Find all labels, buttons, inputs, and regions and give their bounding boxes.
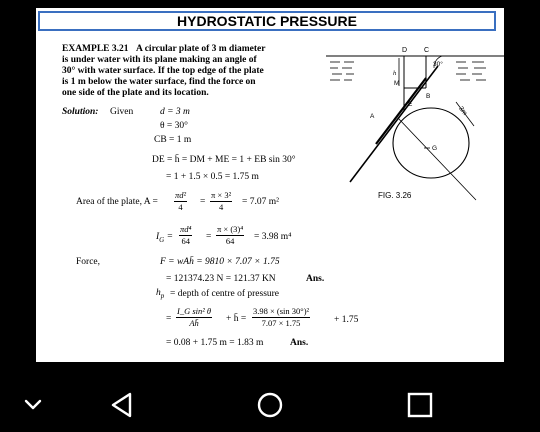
hp-definition: = depth of centre of pressure: [170, 289, 280, 299]
ig-frac2-den: 64: [225, 236, 235, 246]
solution-label: Solution:: [62, 107, 99, 117]
label-C: C: [424, 47, 430, 54]
label-B: B: [426, 93, 431, 100]
given-label: Given: [110, 107, 134, 117]
ig-fraction-1: [179, 224, 192, 247]
ig-frac2-num: π × (3)⁴: [217, 224, 244, 234]
water-hatch-right: [456, 62, 486, 80]
example-line-4: is 1 m below the water surface, find the force on: [62, 77, 256, 87]
figure-caption: FIG. 3.26: [378, 191, 412, 200]
example-line-2: is under water with its plane making an angle of: [62, 55, 257, 65]
example-line-5: one side of the plate and its location.: [62, 88, 209, 98]
ig-result: = 3.98 m⁴: [254, 232, 292, 242]
hp-frac2-den: 7.07 × 1.75: [261, 318, 301, 328]
label-M: M: [394, 80, 400, 87]
area-label: Area of the plate, A =: [76, 197, 158, 207]
document-page: [36, 8, 504, 362]
example-line-3: 30° with water surface. If the top edge of the plate: [62, 66, 264, 76]
hp-fraction-1: [176, 306, 212, 329]
force-result: = 121374.23 N = 121.37 KN: [166, 274, 276, 284]
example-label: EXAMPLE 3.21: [62, 44, 129, 54]
equals-sign: =: [200, 197, 206, 207]
area-frac1-den: 4: [178, 202, 183, 212]
page-title: HYDROSTATIC PRESSURE: [38, 11, 496, 31]
equals-sign: =: [166, 314, 172, 324]
label-G: G: [432, 145, 438, 152]
recents-icon[interactable]: [403, 388, 437, 422]
water-hatch-left: [330, 62, 354, 80]
ig-label: $I_G$ =: [156, 232, 174, 244]
example-line-1: A circular plate of 3 m diameter: [136, 44, 266, 54]
hp-frac1-num: I_G sin² θ: [177, 306, 212, 316]
equals-sign: =: [206, 232, 212, 242]
navigation-bar: [0, 378, 540, 432]
hp-plus-2: + 1.75: [334, 315, 359, 325]
label-E: E: [408, 101, 413, 108]
de-equation: DE = h̄ = DM + ME = 1 + EB sin 30°: [152, 155, 296, 165]
label-D: D: [402, 47, 408, 54]
area-result: = 7.07 m²: [242, 197, 279, 207]
hp-result: = 0.08 + 1.75 m = 1.83 m: [166, 338, 264, 348]
area-fraction-1: [174, 190, 187, 213]
label-h: h: [393, 70, 397, 77]
force-label: Force,: [76, 257, 101, 267]
area-frac2-num: π × 3²: [211, 190, 232, 200]
plate-diagram: [326, 44, 504, 204]
back-icon[interactable]: [106, 388, 140, 422]
area-frac2-den: 4: [218, 202, 224, 212]
force-answer: Ans.: [306, 274, 325, 284]
force-equation: F = wAh̄ = 9810 × 7.07 × 1.75: [160, 257, 280, 267]
area-fraction-2: [210, 190, 232, 213]
hp-frac2-num: 3.98 × (sin 30°)²: [253, 306, 310, 316]
label-dia: 3m: [457, 105, 469, 117]
home-icon[interactable]: [253, 388, 287, 422]
given-cb: CB = 1 m: [154, 135, 192, 145]
given-d: d = 3 m: [160, 107, 190, 117]
area-frac1-num: πd²: [175, 190, 187, 200]
hp-answer: Ans.: [290, 338, 309, 348]
label-angle: 30°: [433, 61, 443, 68]
ig-frac1-num: πd⁴: [180, 224, 192, 234]
given-theta: θ = 30°: [160, 121, 188, 131]
chevron-down-icon[interactable]: [16, 388, 50, 422]
hp-label: $h_p$: [156, 288, 165, 300]
hp-plus: + h̄ =: [226, 314, 247, 324]
de-result: = 1 + 1.5 × 0.5 = 1.75 m: [166, 172, 259, 182]
ig-frac1-den: 64: [181, 236, 190, 246]
ig-fraction-2: [216, 224, 244, 247]
hp-fraction-2: [252, 306, 310, 329]
label-A: A: [370, 113, 375, 120]
hp-frac1-den: Ah̄: [189, 318, 199, 328]
